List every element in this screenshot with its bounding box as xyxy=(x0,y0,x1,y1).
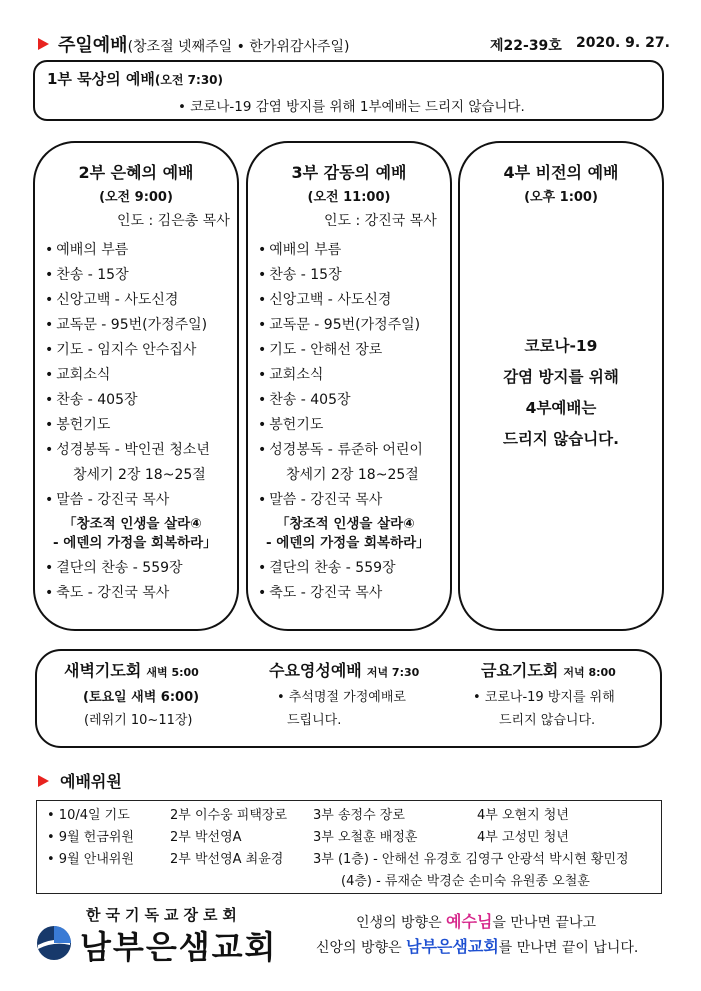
motto-line-2: 신앙의 방향은 남부은샘교회를 만나면 끝이 납니다. xyxy=(316,937,639,956)
service2-leader: 인도 : 김은총 목사 xyxy=(117,213,230,229)
friday-note1: • 코로나-19 방지를 위해 xyxy=(473,690,615,705)
service2-sermon-title-1: 「창조적 인생을 살라④ xyxy=(63,516,202,532)
issue-date: 2020. 9. 27. xyxy=(576,35,670,51)
motto-line-1: 인생의 방향은 예수님을 만나면 끝나고 xyxy=(356,912,596,931)
dawn-prayer-sub1: (토요일 새벽 6:00) xyxy=(83,690,200,705)
list-item: • 성경봉독 - 류준하 어린이 xyxy=(258,438,444,463)
service2-sermon-title-2: - 에덴의 가정을 회복하라」 xyxy=(53,535,217,551)
service1-title: 1부 묵상의 예배 xyxy=(47,70,155,88)
church-name: 남부은샘교회 xyxy=(80,928,278,966)
friday-heading: 금요기도회 저녁 8:00 xyxy=(481,661,616,680)
weekday-box xyxy=(35,649,662,748)
list-item: • 축도 - 강진국 목사 xyxy=(45,581,231,606)
list-item: • 봉헌기도 xyxy=(258,413,444,438)
service4-notice: 코로나-19 감염 방지를 위해 4부예배는 드리지 않습니다. xyxy=(502,337,620,448)
wednesday-note2: 드립니다. xyxy=(287,713,342,728)
service3-sermon-item: • 말씀 - 강진국 목사 xyxy=(258,488,444,513)
list-item: • 신앙고백 - 사도신경 xyxy=(45,288,231,313)
friday-note2: 드리지 않습니다. xyxy=(499,713,596,728)
issue-number: 제22-39호 xyxy=(490,38,562,54)
service1-time: (오전 7:30) xyxy=(154,73,224,87)
list-item: • 찬송 - 405장 xyxy=(258,388,444,413)
dawn-prayer-sub2: (레위기 10~11장) xyxy=(84,713,193,728)
list-item: • 교독문 - 95번(가정주일) xyxy=(258,313,444,338)
list-item: • 봉헌기도 xyxy=(45,413,231,438)
list-item: • 기도 - 임지수 안수집사 xyxy=(45,338,231,363)
header-arrow-icon xyxy=(38,38,49,50)
service4-box xyxy=(458,141,664,631)
list-item: • 기도 - 안해선 장로 xyxy=(258,338,444,363)
service1-note: • 코로나-19 감염 방지를 위해 1부예배는 드리지 않습니다. xyxy=(178,99,525,115)
service3-program xyxy=(258,238,444,463)
wednesday-heading: 수요영성예배 저녁 7:30 xyxy=(269,661,420,680)
service3-title: 3부 감동의 예배 xyxy=(291,163,407,182)
service2-box xyxy=(33,141,239,631)
service4-title: 4부 비전의 예배 xyxy=(503,163,619,182)
list-item: • 교독문 - 95번(가정주일) xyxy=(45,313,231,338)
service3-leader: 인도 : 강진국 목사 xyxy=(324,213,437,229)
dawn-prayer-heading: 새벽기도회 새벽 5:00 xyxy=(64,661,199,680)
list-item: • 교회소식 xyxy=(45,363,231,388)
header-title: 주일예배(창조절 넷째주일 • 한가위감사주일) xyxy=(58,35,350,56)
list-item: • 찬송 - 15장 xyxy=(45,263,231,288)
service3-time: (오전 11:00) xyxy=(307,190,391,205)
service2-time: (오전 9:00) xyxy=(99,190,173,205)
service2-scripture: 창세기 2장 18~25절 xyxy=(73,467,206,483)
service4-time: (오후 1:00) xyxy=(524,190,598,205)
committee-box: • 10/4일 기도 2부 이수웅 피택장로 3부 송정수 장로 4부 오현지 청년 • 9월 헌금위원 2부 박선영A 3부 오철훈 배정훈 4부 고성민 청년 • 9월 안내위원 2부 박선영A 최윤경 3부 (1층) - 안해선 유경호 김영구 안광석 박시현 황민정 (4층) - 류재순 박경순 손미숙 유원종 오철훈 xyxy=(36,800,662,894)
list-item: • 찬송 - 15장 xyxy=(258,263,444,288)
list-item: • 결단의 찬송 - 559장 xyxy=(45,556,231,581)
service2-sermon-item: • 말씀 - 강진국 목사 xyxy=(45,488,231,513)
list-item: • 신앙고백 - 사도신경 xyxy=(258,288,444,313)
service1-box xyxy=(33,60,664,121)
service2-title: 2부 은혜의 예배 xyxy=(78,163,194,182)
service3-scripture: 창세기 2장 18~25절 xyxy=(286,467,419,483)
committee-heading: 예배위원 xyxy=(60,772,122,791)
wednesday-note1: • 추석명절 가정예배로 xyxy=(277,690,406,705)
list-item: • 축도 - 강진국 목사 xyxy=(258,581,444,606)
list-item: • 예배의 부름 xyxy=(45,238,231,263)
list-item: • 성경봉독 - 박인권 청소년 xyxy=(45,438,231,463)
service3-box xyxy=(246,141,452,631)
list-item: • 찬송 - 405장 xyxy=(45,388,231,413)
committee-arrow-icon xyxy=(38,775,49,787)
service2-program xyxy=(45,238,231,463)
service3-sermon-title-1: 「창조적 인생을 살라④ xyxy=(276,516,415,532)
list-item: • 결단의 찬송 - 559장 xyxy=(258,556,444,581)
list-item: • 예배의 부름 xyxy=(258,238,444,263)
list-item: • 교회소식 xyxy=(258,363,444,388)
service3-sermon-title-2: - 에덴의 가정을 회복하라」 xyxy=(266,535,430,551)
church-logo-icon xyxy=(36,925,72,961)
denomination-name: 한국기독교장로회 xyxy=(86,906,242,924)
header-subtitle: (창조절 넷째주일 • 한가위감사주일) xyxy=(127,39,350,55)
